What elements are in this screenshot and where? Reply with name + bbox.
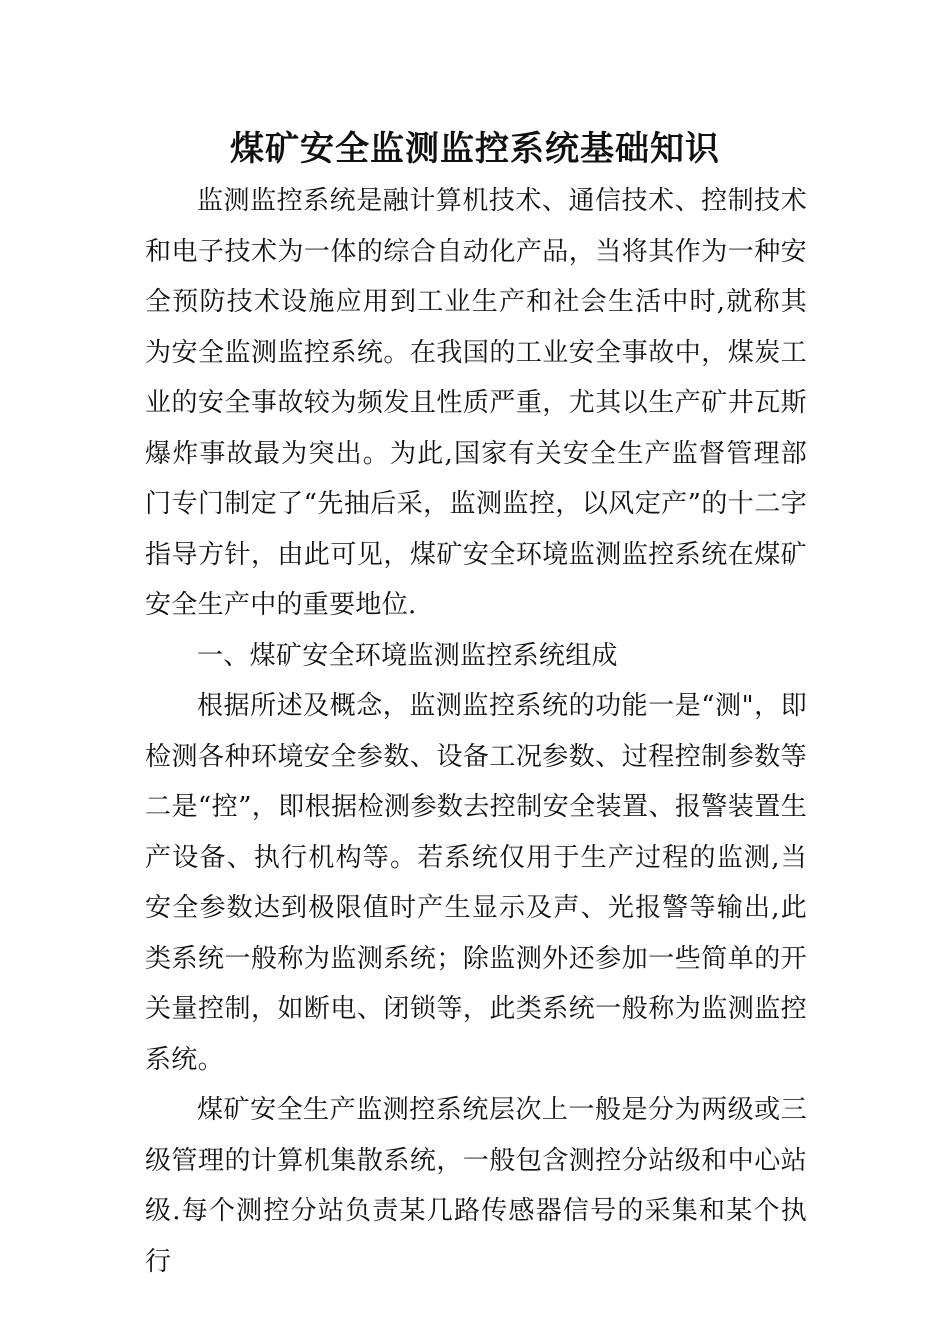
paragraph-structure: 煤矿安全生产监测控系统层次上一般是分为两级或三级管理的计算机集散系统，一般包含测控分站级和中心站级.每个测控分站负责某几路传感器信号的采集和某个执行 xyxy=(145,1095,807,1277)
paragraph-intro: 监测监控系统是融计算机技术、通信技术、控制技术和电子技术为一体的综合自动化产品，当将其作为一种安全预防技术设施应用到工业生产和社会生活中时,就称其为安全监测监控系统。在我国的工业安全事故中，煤炭工业的安全事故较为频发且性质严重，尤其以生产矿井瓦斯爆炸事故最为突出。为此,国家有关安全生产监督管理部门专门制定了“先抽后采，监测监控，以风定产”的十二字指导方针，由此可见，煤矿安全环境监测监控系统在煤矿安全生产中的重要地位. xyxy=(145,186,807,620)
document-body xyxy=(145,176,807,1287)
document-title: 煤矿安全监测监控系统基础知识 xyxy=(230,129,720,169)
section-heading: 一、煤矿安全环境监测监控系统组成 xyxy=(197,640,618,671)
paragraph-function: 根据所述及概念，监测监控系统的功能一是“测"，即检测各种环境安全参数、设备工况参数、过程控制参数等二是“控”，即根据检测参数去控制安全装置、报警装置生产设备、执行机构等。若系统仅用于生产过程的监测,当安全参数达到极限值时产生显示及声、光报警等输出,此类系统一般称为监测系统；除监测外还参加一些简单的开关量控制，如断电、闭锁等，此类系统一般称为监测监控系统。 xyxy=(145,691,807,1075)
